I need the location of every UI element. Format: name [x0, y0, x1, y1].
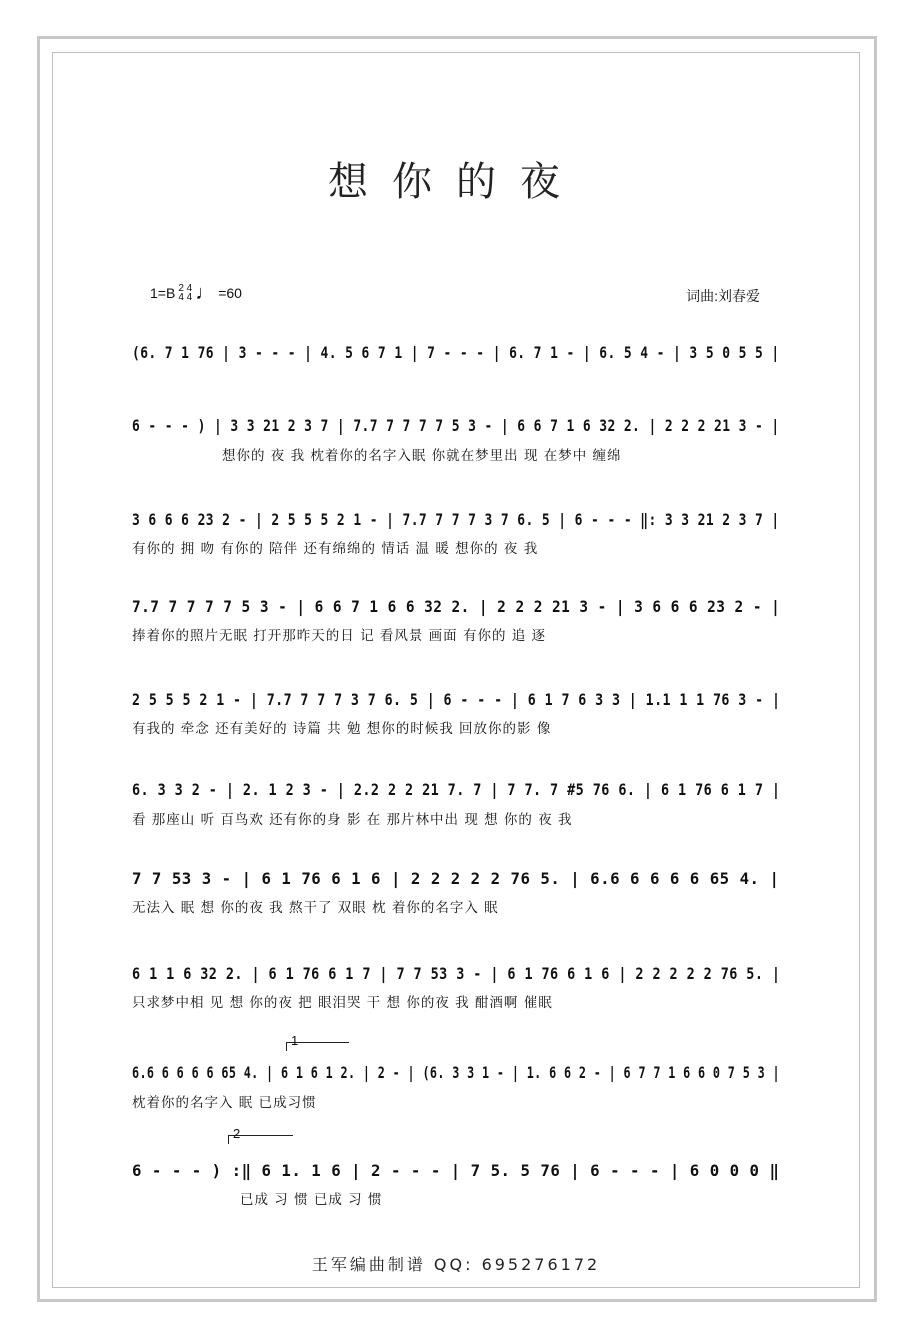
score-system-7: 7 7 53 3 - | 6 1 76 6 1 6 | 2 2 2 2 2 76 5. | 6.6 6 6 6 6 65 4. | [132, 869, 780, 888]
lyrics-system-10: 已成 习 惯 已成 习 惯 [240, 1192, 383, 1208]
time-signature [178, 284, 192, 302]
score-system-6: 6. 3 3 2 - | 2. 1 2 3 - | 2.2 2 2 21 7. 7 | 7 7. 7 #5 76 6. | 6 1 76 6 1 7 | [132, 780, 781, 799]
lyrics-system-8: 只求梦中相 见 想 你的夜 把 眼泪哭 干 想 你的夜 我 酣酒啊 催眠 [132, 995, 553, 1011]
lyrics-system-9: 枕着你的名字入 眠 已成习惯 [132, 1095, 317, 1111]
score-system-1: (6. 7 1 76 | 3 - - - | 4. 5 6 7 1 | 7 - - - | 6. 7 1 - | 6. 5 4 - | 3 5 0 5 5 | [132, 343, 780, 362]
lyrics-system-6: 看 那座山 听 百鸟欢 还有你的身 影 在 那片林中出 现 想 你的 夜 我 [132, 812, 573, 828]
time-sig-top: 2 4 [178, 283, 193, 294]
score-system-2: 6 - - - ) | 3 3 21 2 3 7 | 7.7 7 7 7 7 5 3 - | 6 6 7 1 6 32 2. | 2 2 2 21 3 - | [132, 416, 780, 435]
time-sig-bottom: 4 4 [178, 292, 193, 303]
score-system-3: 3 6 6 6 23 2 - | 2 5 5 5 2 1 - | 7.7 7 7 7 3 7 6. 5 | 6 - - - ‖: 3 3 21 2 3 7 | [132, 510, 780, 529]
lyrics-system-2: 想你的 夜 我 枕着你的名字入眠 你就在梦里出 现 在梦中 缠绵 [222, 448, 622, 464]
key-signature [150, 284, 242, 302]
song-title: 想你的夜 [328, 159, 584, 205]
lyrics-system-7: 无法入 眠 想 你的夜 我 熬干了 双眼 枕 着你的名字入 眠 [132, 900, 499, 916]
tempo-label: =60 [218, 285, 242, 301]
credit-label: 词曲:刘春爱 [686, 288, 760, 304]
footer-credit: 王军编曲制谱 QQ: 695276172 [311, 1255, 601, 1274]
volta-bracket-1: 1 [286, 1042, 349, 1051]
score-system-8: 6 1 1 6 32 2. | 6 1 76 6 1 7 | 7 7 53 3 - | 6 1 76 6 1 6 | 2 2 2 2 2 76 5. | [132, 964, 781, 983]
lyrics-system-4: 捧着你的照片无眠 打开那昨天的日 记 看风景 画面 有你的 追 逐 [132, 628, 547, 644]
score-system-4: 7.7 7 7 7 7 5 3 - | 6 6 7 1 6 6 32 2. | 2 2 2 21 3 - | 3 6 6 6 23 2 - | [132, 597, 781, 616]
volta-bracket-2: 2 [228, 1135, 293, 1144]
quarter-note-icon: ♩ [195, 282, 216, 304]
score-system-5: 2 5 5 5 2 1 - | 7.7 7 7 7 3 7 6. 5 | 6 - - - | 6 1 7 6 3 3 | 1.1 1 1 76 3 - | [132, 690, 781, 709]
lyrics-system-3: 有你的 拥 吻 有你的 陪伴 还有绵绵的 情话 温 暖 想你的 夜 我 [132, 541, 539, 557]
lyrics-system-5: 有我的 牵念 还有美好的 诗篇 共 勉 想你的时候我 回放你的影 像 [132, 721, 552, 737]
score-system-10: 6 - - - ) :‖ 6 1. 1 6 | 2 - - - | 7 5. 5 76 | 6 - - - | 6 0 0 0 ‖ [132, 1161, 780, 1180]
key-label: 1=B [150, 285, 176, 301]
score-system-9: 6.6 6 6 6 6 65 4. | 6 1 6 1 2. | 2 - | (6. 3 3 1 - | 1. 6 6 2 - | 6 7 7 1 6 6 0 7 5 3 | [132, 1063, 780, 1082]
